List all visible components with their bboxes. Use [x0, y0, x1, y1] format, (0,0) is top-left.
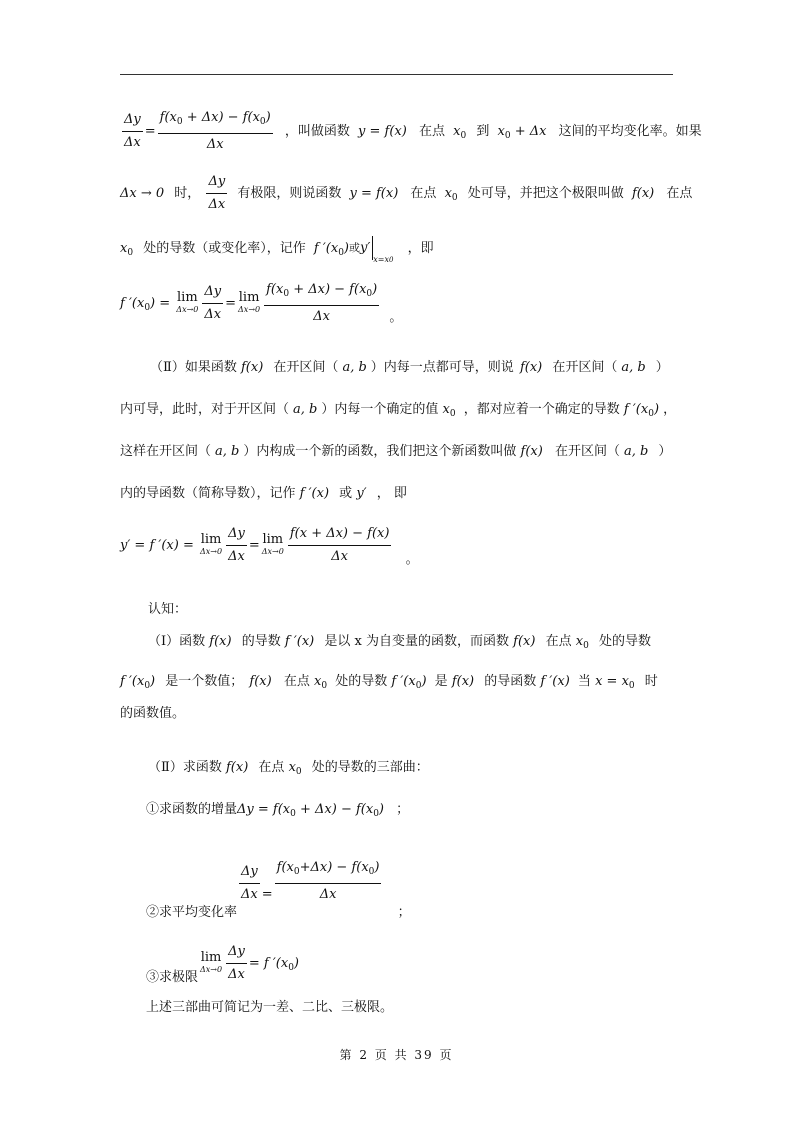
cognition-heading: 认知： — [148, 602, 188, 617]
math-fx: f(x) — [631, 186, 655, 201]
step-3-label: ③求极限 — [146, 970, 199, 985]
math-fprime-x0: f $'(x_0)$ — [391, 674, 427, 691]
cog-text: 时 — [644, 674, 658, 689]
def1-text: 时， — [174, 186, 201, 201]
limit-operator: lim Δx→0 — [261, 531, 284, 556]
math-x-eq-x0: $x = x_0$ — [595, 674, 635, 691]
math-x0: $x_0$ — [314, 674, 328, 691]
cog-text: 是 — [434, 674, 448, 689]
difference-quotient: $\frac{f(x_0+\Delta x) - f(x_0)}{\Delta x}$ — [276, 860, 380, 902]
math-function: y = f(x) — [349, 186, 399, 201]
def1-text: 在点 — [410, 186, 437, 201]
def2-text: ， — [663, 402, 677, 417]
def1-text: 处可导，并把这个极限叫做 — [467, 186, 624, 201]
step-1-label: ①求函数的增量 — [146, 802, 238, 817]
def2-text: ， 即 — [376, 486, 407, 501]
def2-text: （Ⅱ）如果函数 — [150, 360, 237, 375]
def1-text: ，叫做函数 — [284, 124, 350, 139]
cog-text: 处的导数 — [335, 674, 388, 689]
page-footer: 第 2 页 共 39 页 — [339, 1048, 454, 1062]
cog-text: 处的导数 — [598, 634, 651, 649]
math-interval-ab: a, b — [342, 360, 367, 375]
cog-text: （Ⅰ）函数 — [148, 634, 206, 649]
def1-line1: $\frac{\Delta y}{\Delta x}$ = $\frac{f(x_0 + \Delta x) - f(x_0)}{\Delta x}$ ，叫做函数 y = f(x) 在点 $x_0$ 到 $x_0 + \Delta x$ 这间的平均变化率。如果 — [120, 108, 702, 155]
def1-text: ，即 — [407, 240, 434, 256]
math-fprime-x0: f $'(x_0)$ — [120, 674, 156, 691]
def1-text: 到 — [476, 124, 490, 139]
math-x0: $x_0$ — [575, 634, 589, 651]
end-mark: 。 — [389, 310, 403, 325]
summary-text: 上述三部曲可简记为一差、二比、三极限。 — [146, 1000, 394, 1015]
def1-line2 — [120, 172, 692, 215]
cog-text: 是以 x 为自变量的函数，而函数 — [324, 634, 509, 649]
def2-text: 或 — [339, 486, 353, 501]
math-fprime-x0: f $'(x_0)$ — [623, 402, 660, 419]
def2-line4 — [120, 484, 407, 504]
def2-text: ） — [658, 444, 672, 459]
step-2-label: ②求平均变化率 — [146, 905, 238, 920]
math-fx: f(x) — [520, 444, 543, 459]
math-fx: f(x) — [513, 634, 536, 649]
math-fx: f(x) — [240, 360, 264, 375]
steps-text: 处的导数的三部曲： — [311, 760, 429, 775]
avg-rate-fraction: $\frac{\Delta y}{\Delta x}$ — [228, 526, 245, 564]
math-increment: $\Delta y = f(x_0 + \Delta x) - f(x_0)$ — [237, 802, 384, 819]
cognition-line3 — [120, 704, 185, 724]
avg-rate-fraction: $\frac{\Delta y}{\Delta x}$ — [124, 112, 141, 150]
math-x0-plus-dx: $x_0 + \Delta x$ — [497, 124, 547, 141]
math-fx: f(x) — [225, 760, 249, 775]
end-mark: 。 — [405, 552, 419, 567]
or-text: 或 — [349, 241, 360, 255]
math-interval-ab: a, b — [293, 402, 318, 417]
def1-text: 有极限，则说函数 — [237, 186, 342, 201]
def2-formula: y′ = f ′(x) = lim Δx→0 $\frac{\Delta y}{\Delta x}$ = lim Δx→0 $\frac{f(x + \Delta x) - f(x)}{\Delta x}$ 。 — [120, 526, 419, 567]
limit-operator: lim Δx→0 — [176, 289, 199, 314]
math-x0: $x_0$ — [120, 240, 134, 258]
cog-text: 的导函数 — [484, 674, 537, 689]
math-fx: f(x) — [519, 360, 543, 375]
step-3: ③求极限 lim Δx→0 $\frac{\Delta y}{\Delta x}$ = f $'(x_0)$ — [146, 944, 299, 985]
cog-text: 当 — [577, 674, 591, 689]
limit-operator: lim Δx→0 — [238, 289, 261, 314]
steps-intro — [148, 758, 429, 782]
def1-line3 — [120, 236, 434, 270]
def2-text: ）内每一点都可导，则说 — [370, 360, 514, 375]
math-fprime-x0: f $'(x_0)$ — [120, 296, 156, 313]
cognition-line2 — [120, 672, 658, 696]
def2-text: ） — [655, 360, 669, 375]
def2-line3 — [120, 442, 671, 462]
cognition-title — [148, 600, 187, 620]
difference-quotient: $\frac{f(x + \Delta x) - f(x)}{\Delta x}$ — [289, 526, 390, 564]
math-interval-ab: a, b — [621, 360, 646, 375]
def2-line1 — [150, 358, 669, 378]
avg-rate-fraction: $\frac{\Delta y}{\Delta x}$ — [208, 174, 226, 212]
math-yprime: y′ — [360, 240, 371, 256]
step-1 — [146, 800, 409, 824]
def2-text: ，都对应着一个确定的导数 — [463, 402, 620, 417]
def1-formula: f $'(x_0)$ = lim Δx→0 $\frac{\Delta y}{\Delta x}$ = lim Δx→0 $\frac{f(x_0 + \Delta x) - f(x_0)}{\Delta x}$ 。 — [120, 282, 403, 325]
def2-text: 内可导，此时，对于开区间（ — [120, 402, 290, 417]
def2-text: 内的导函数（简称导数），记作 — [120, 486, 296, 501]
def2-text: 在开区间（ — [273, 360, 339, 375]
math-x0: $x_0$ — [442, 402, 456, 419]
math-fprime-x: f ′(x) — [540, 674, 570, 689]
def1-text: 在点 — [418, 124, 445, 139]
def2-text: 这样在开区间（ — [120, 444, 212, 459]
difference-quotient: $\frac{f(x_0 + \Delta x) - f(x_0)}{\Delta x}$ — [266, 282, 378, 324]
eval-subscript: x=x0 — [373, 254, 394, 264]
def2-text: ）内构成一个新的函数，我们把这个新函数叫做 — [243, 444, 517, 459]
limit-operator: lim Δx→0 — [200, 531, 223, 556]
math-fprime-x0: f $'(x_0)$ — [259, 956, 299, 973]
limit-operator: lim Δx→0 — [200, 949, 223, 974]
cog-text: 的导数 — [241, 634, 281, 649]
steps-text: 在点 — [258, 760, 285, 775]
math-fprime-x: f ′(x) — [149, 538, 179, 553]
math-fprime-x0: f $'(x_0)$ — [313, 240, 349, 258]
avg-rate-fraction: $\frac{\Delta y}{\Delta x}$ — [204, 284, 222, 322]
math-fx: f(x) — [209, 634, 232, 649]
math-fprime-x: f ′(x) — [299, 486, 330, 501]
def1-text: 这间的平均变化率。如果 — [558, 124, 702, 139]
step-1-end: ； — [396, 802, 410, 817]
step-2: ②求平均变化率 $\frac{\Delta y}{\Delta x}$ = $\frac{f(x_0+\Delta x) - f(x_0)}{\Delta x}$ ； — [146, 860, 411, 920]
math-fprime-x: f ′(x) — [284, 634, 315, 649]
math-yprime: y′ — [356, 486, 367, 501]
cognition-line1 — [148, 632, 651, 656]
math-fx: f(x) — [451, 674, 475, 689]
steps-text: （Ⅱ）求函数 — [148, 760, 222, 775]
def2-text: ）内每一个确定的值 — [321, 402, 439, 417]
cog-text: 是一个数值； — [165, 674, 244, 689]
difference-quotient: $\frac{f(x_0 + \Delta x) - f(x_0)}{\Delta x}$ — [159, 110, 271, 152]
avg-rate-fraction: $\frac{\Delta y}{\Delta x}$ — [228, 944, 245, 982]
def2-text: 在开区间（ — [552, 360, 618, 375]
def1-text: 在点 — [666, 186, 693, 201]
math-interval-ab: a, b — [623, 444, 649, 459]
def2-text: 在开区间（ — [554, 444, 620, 459]
cog-text: 的函数值。 — [120, 706, 186, 721]
avg-rate-fraction: $\frac{\Delta y}{\Delta x}$ — [241, 864, 258, 902]
cog-text: 在点 — [545, 634, 572, 649]
math-dx-to-0: Δx → 0 — [120, 186, 165, 201]
math-x0: $x_0$ — [444, 186, 458, 203]
math-interval-ab: a, b — [215, 444, 240, 459]
step-2-end: ； — [397, 905, 411, 920]
header-rule — [120, 74, 673, 75]
math-x0: $x_0$ — [288, 760, 302, 777]
math-fx: f(x) — [249, 674, 272, 689]
math-x0: $x_0$ — [453, 124, 467, 141]
def1-text: 处的导数（或变化率），记作 — [143, 240, 306, 256]
def2-line2 — [120, 400, 676, 424]
steps-summary — [146, 998, 393, 1018]
math-function: y = f(x) — [358, 124, 407, 139]
math-yprime: y′ — [120, 538, 131, 553]
cog-text: 在点 — [283, 674, 310, 689]
